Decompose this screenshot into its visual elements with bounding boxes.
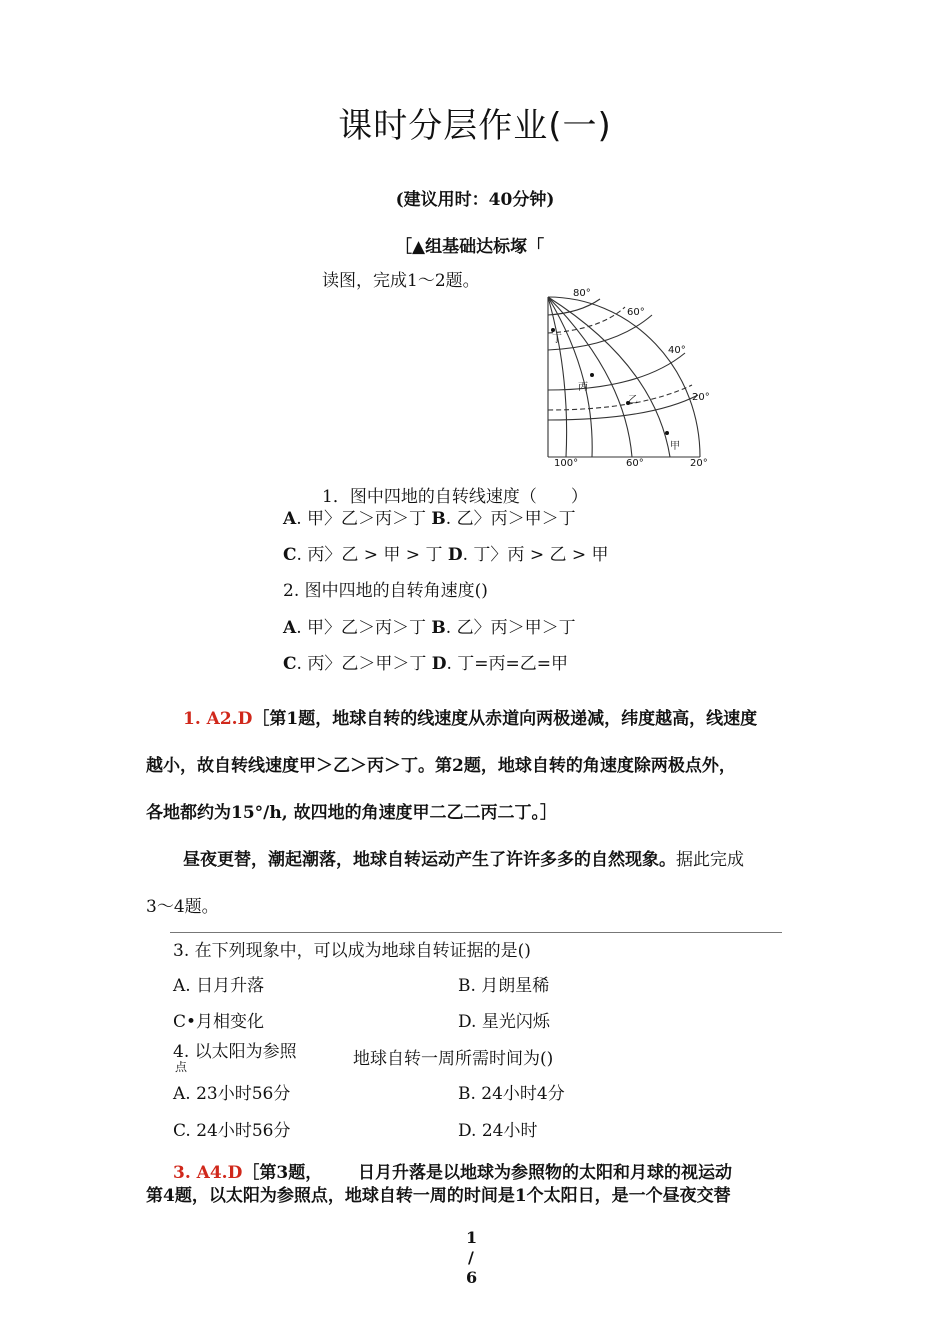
q2-options-ab	[283, 613, 576, 638]
dashed-parallel	[548, 307, 625, 333]
option-key: A	[283, 509, 297, 529]
answer-key: 1. A2.D	[183, 709, 253, 729]
parallel-line	[548, 315, 652, 350]
q3-stem: 3. 在下列现象中，可以成为地球自转证据的是()	[173, 941, 531, 961]
answer-1-2-line2: 越小，故自转线速度甲＞乙＞丙＞丁。第2题，地球自转的角速度除两极点外，	[146, 756, 736, 776]
answer-text: ［第1题，地球自转的线速度从赤道向两极递减，纬度越高，线速度	[252, 709, 758, 729]
option-key: A	[283, 618, 297, 638]
answer-3-4-line1b: 日月升落是以地球为参照物的太阳和月球的视运动	[358, 1163, 732, 1183]
latitude-longitude-figure	[540, 285, 725, 470]
answer-text: ［第3题，	[242, 1163, 323, 1183]
option-text: . 甲〉乙＞丙＞丁	[296, 618, 427, 638]
intro-q1-2: 读图，完成1～2题。	[322, 271, 480, 291]
option-text: . 乙〉丙＞甲＞丁	[445, 618, 576, 638]
option-text: . 丁〉丙 > 乙 > 甲	[462, 545, 609, 565]
option-key: B	[431, 509, 446, 529]
intro-bold-text: 昼夜更替，潮起潮落，地球自转运动产生了许许多多的自然现象。	[183, 850, 676, 870]
place-label: 丁	[552, 334, 562, 345]
intro-q3-4-line2: 3～4题。	[146, 897, 219, 917]
option-text: . 乙〉丙＞甲＞丁	[445, 509, 576, 529]
lon-label: 100°	[554, 458, 579, 469]
suggested-time: (建议用时：40分钟)	[395, 190, 555, 210]
place-ding-dot	[551, 328, 555, 332]
q3-option-c: C•月相变化	[173, 1012, 265, 1032]
q4-option-d: D. 24小时	[458, 1121, 538, 1141]
lat-label: 40°	[668, 345, 686, 356]
section-heading: ［▲组基础达标塚「	[395, 237, 545, 257]
page-title: 课时分层作业(一)	[338, 106, 612, 146]
parallel-line	[548, 353, 685, 390]
option-text: . 丁=丙=乙=甲	[446, 654, 569, 674]
q4-stem-b: 地球自转一周所需时间为()	[353, 1049, 554, 1069]
page-number-total: 6	[466, 1268, 478, 1287]
meridian-line	[548, 297, 567, 457]
option-text: . 丙〉乙＞甲＞丁	[296, 654, 427, 674]
q4-option-b: B. 24小时4分	[458, 1084, 565, 1104]
place-jia-dot	[665, 431, 669, 435]
parallel-line	[548, 395, 698, 420]
place-label: 甲	[670, 441, 680, 452]
lon-label: 60°	[626, 458, 644, 469]
q4-stem-a: 4. 以太阳为参照	[173, 1042, 297, 1062]
option-key: D	[431, 654, 447, 674]
lat-label: 80°	[573, 288, 591, 299]
lon-label: 20°	[690, 458, 708, 469]
answer-1-2-line3: 各地都约为15°/h, 故四地的角速度甲二乙二丙二丁。］	[146, 803, 558, 823]
intro-q3-4	[183, 845, 744, 870]
place-label: 丙	[578, 382, 588, 393]
q1-options-cd	[283, 540, 609, 565]
meridian-line	[548, 297, 632, 457]
answer-3-4-line1	[173, 1158, 322, 1183]
figure-outer-arc	[548, 297, 700, 457]
intro-text: 据此完成	[676, 850, 744, 870]
place-bing-dot	[590, 373, 594, 377]
option-key: D	[447, 545, 463, 565]
q4-stem-small: 点	[175, 1060, 188, 1074]
q4-option-c: C. 24小时56分	[173, 1121, 291, 1141]
place-label: 乙	[628, 395, 638, 406]
q3-option-b: B. 月朗星稀	[458, 976, 550, 996]
answer-3-4-line2: 第4题，以太阳为参照点，地球自转一周的时间是1个太阳日，是一个昼夜交替	[146, 1186, 731, 1206]
q3-option-d: D. 星光闪烁	[458, 1012, 550, 1032]
option-key: C	[283, 654, 297, 674]
q1-options-ab	[283, 504, 576, 529]
divider	[170, 932, 782, 933]
q4-option-a: A. 23小时56分	[173, 1084, 291, 1104]
q2-stem: 2. 图中四地的自转角速度()	[283, 581, 488, 601]
lat-label: 20°	[692, 392, 710, 403]
q1-stem: 1．图中四地的自转线速度（ ）	[322, 487, 588, 507]
q3-option-a: A. 日月升落	[173, 976, 265, 996]
answer-1-2-line1	[183, 704, 757, 729]
option-text: . 丙〉乙 > 甲 > 丁	[296, 545, 443, 565]
page-number-current: 1	[466, 1228, 478, 1247]
option-key: C	[283, 545, 297, 565]
lat-label: 60°	[627, 307, 645, 318]
page-number-separator: /	[468, 1248, 474, 1267]
option-text: . 甲〉乙＞丙＞丁	[296, 509, 427, 529]
answer-key: 3. A4.D	[173, 1163, 243, 1183]
option-key: B	[431, 618, 446, 638]
q2-options-cd	[283, 649, 568, 674]
parallel-line	[548, 299, 600, 315]
